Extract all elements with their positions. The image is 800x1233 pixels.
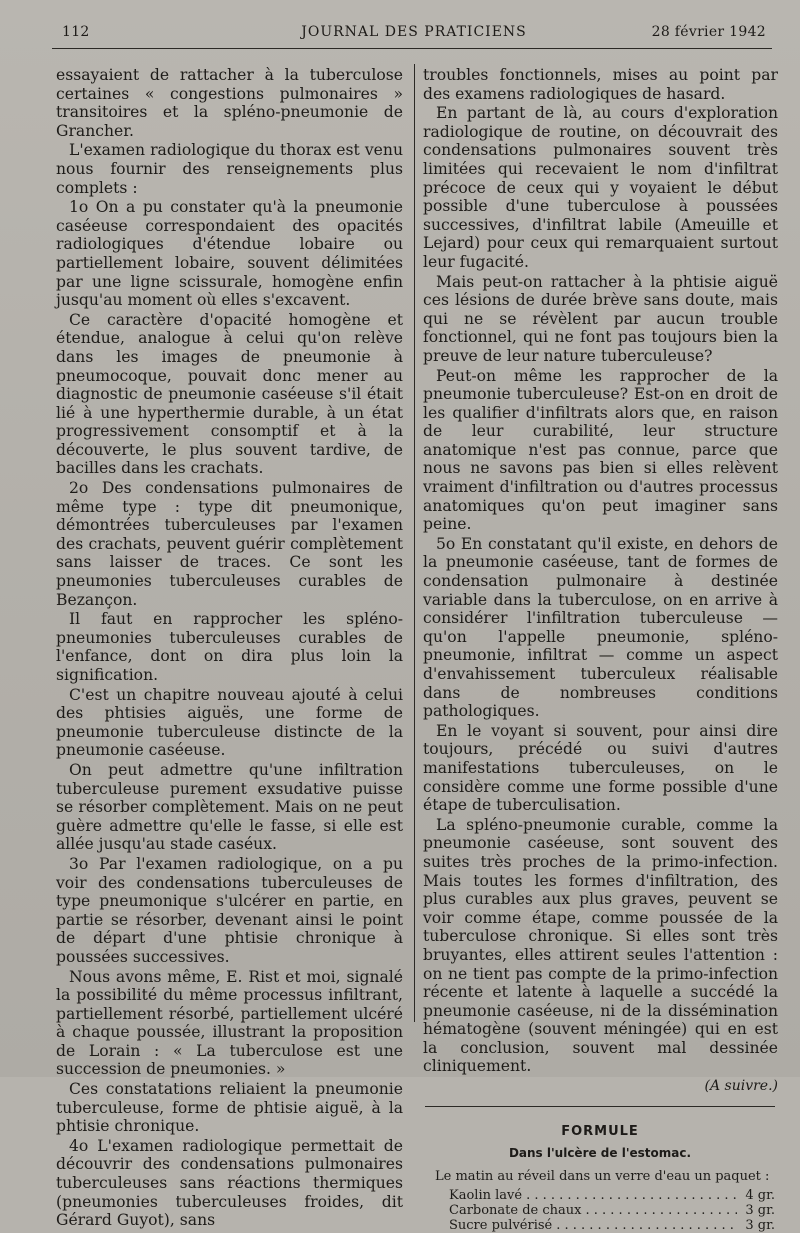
paragraph: Peut-on même les rapprocher de la pneumonie tuberculeuse? Est-on en droit de les qualifier d'infiltrats alors que, en raison de leur curabilité, leur structure anatomique n'est pas connue, parce que nous ne savons pas bien si elles relèvent vraiment d'infiltration ou d'autres processus anatomiques qu'on peut imaginer sans peine. bbox=[423, 366, 778, 534]
paragraph: 5o En constatant qu'il existe, en dehors de la pneumonie caséeuse, tant de formes de condensation pulmonaire à destinée variable dans la tuberculose, on en arrive à considérer l'infiltration tuberculeuse — qu'on l'appelle pneumonie, spléno-pneumonie, infiltrat — comme un aspect d'envahissement tuberculeux réalisable dans de nombreuses conditions pathologiques. bbox=[423, 534, 778, 721]
paragraph: Mais peut-on rattacher à la phtisie aiguë ces lésions de durée brève sans doute, mais qui ne se révèlent par aucun trouble fonctionnel, qui ne font pas toujours bien la preuve de leur nature tuberculeuse? bbox=[423, 272, 778, 365]
paragraph: Ces constatations reliaient la pneumonie tuberculeuse, forme de phtisie aiguë, à la phtisie chronique. bbox=[56, 1080, 403, 1136]
left-column bbox=[56, 66, 403, 1231]
page-number: 112 bbox=[62, 24, 90, 40]
page-header bbox=[62, 24, 766, 44]
paragraph: Ce caractère d'opacité homogène et étendue, analogue à celui qu'on relève dans les images de pneumonie à pneumocoque, pouvait donc mener au diagnostic de pneumonie caséeuse s'il était lié à une hyperthermie durable, à un état progressivement consomptif et à la découverte, le plus souvent tardive, de bacilles dans les crachats. bbox=[56, 310, 403, 478]
leader-dots bbox=[586, 1203, 738, 1218]
issue-date: 28 février 1942 bbox=[651, 24, 766, 40]
paragraph: 2o Des condensations pulmonaires de même type : type dit pneumonique, démontrées tuberculeuses par l'examen des crachats, peuvent guérir complètement sans laisser de traces. Ce sont les pneumonies tuberculeuses curables de Bezançon. bbox=[56, 479, 403, 609]
ingredient-row bbox=[425, 1203, 775, 1218]
ingredient-row bbox=[425, 1218, 775, 1233]
column-divider bbox=[414, 64, 415, 1022]
ingredient-quantity: 4 gr. bbox=[745, 1188, 775, 1204]
paragraph: En partant de là, au cours d'exploration radiologique de routine, on découvrait des condensations pulmonaires souvent très limitées qui recevaient le nom d'infiltrat précoce de ceux qui y voyaient le début possible d'une tuberculose à poussées successives, d'infiltrat labile (Ameuille et Lejard) pour ceux qui remarquaient surtout leur fugacité. bbox=[423, 104, 778, 271]
paragraph: troubles fonctionnels, mises au point par des examens radiologiques de hasard. bbox=[423, 66, 778, 103]
ingredient-quantity: 3 gr. bbox=[745, 1218, 775, 1233]
paragraph: L'examen radiologique du thorax est venu nous fournir des renseignements plus complets : bbox=[56, 141, 403, 197]
leader-dots bbox=[556, 1218, 737, 1233]
paragraph: Il faut en rapprocher les spléno-pneumonies tuberculeuses curables de l'enfance, dont on dira plus loin la signification. bbox=[56, 610, 403, 684]
paragraph: 3o Par l'examen radiologique, on a pu voir des condensations tuberculeuses de type pneumonique s'ulcérer en partie, en partie se résorber, devenant ainsi le point de départ d'une phtisie chronique à poussées successives. bbox=[56, 854, 403, 966]
formula-title: FORMULE bbox=[561, 1123, 639, 1139]
a-suivre-note: (A suivre.) bbox=[704, 1078, 778, 1095]
paragraph: 4o L'examen radiologique permettait de découvrir des condensations pulmonaires tuberculeuses sans réactions thermiques (pneumonies tuberculeuses froides, dit Gérard Guyot), sans bbox=[56, 1136, 403, 1230]
journal-title: JOURNAL DES PRATICIENS bbox=[301, 24, 527, 40]
right-column bbox=[423, 66, 778, 1233]
paragraph: Nous avons même, E. Rist et moi, signalé la possibilité du même processus infiltrant, partiellement résorbé, partiellement ulcéré à chaque poussée, illustrant la proposition de Lorain : « La tuberculose est une succession de pneumonies. » bbox=[56, 967, 403, 1079]
ingredient-name: Sucre pulvérisé bbox=[449, 1218, 553, 1233]
formula-subtitle: Dans l'ulcère de l'estomac. bbox=[508, 1146, 692, 1161]
ingredient-name: Kaolin lavé bbox=[449, 1188, 523, 1204]
formula-intro: Le matin au réveil dans un verre d'eau un paquet : bbox=[435, 1168, 770, 1184]
paragraph: essayaient de rattacher à la tuberculose certaines « congestions pulmonaires » transitoires et la spléno-pneumonie de Grancher. bbox=[56, 66, 403, 140]
paragraph: C'est un chapitre nouveau ajouté à celui des phtisies aiguës, une forme de pneumonie tuberculeuse distincte de la pneumonie caséeuse. bbox=[56, 685, 403, 760]
formula-box bbox=[425, 1106, 775, 1233]
ingredient-name: Carbonate de chaux bbox=[449, 1203, 582, 1219]
header-rule bbox=[52, 48, 772, 49]
ingredient-row bbox=[425, 1188, 775, 1203]
ingredient-quantity: 3 gr. bbox=[745, 1203, 775, 1219]
paragraph: On peut admettre qu'une infiltration tuberculeuse purement exsudative puisse se résorber complètement. Mais on ne peut guère admettre qu'elle le fasse, si elle est allée jusqu'au stade caséux. bbox=[56, 760, 403, 854]
paragraph: 1o On a pu constater qu'à la pneumonie caséeuse correspondaient des opacités radiologiques d'étendue lobaire ou partiellement lobaire, souvent délimitées par une ligne scissurale, homogène enfin jusqu'au moment où elles s'excavent. bbox=[56, 198, 403, 310]
paragraph: En le voyant si souvent, pour ainsi dire toujours, précédé ou suivi d'autres manifestations tuberculeuses, on le considère comme une forme possible d'une étape de tuberculisation. bbox=[423, 721, 778, 815]
leader-dots bbox=[526, 1188, 737, 1203]
paragraph: La spléno-pneumonie curable, comme la pneumonie caséeuse, sont souvent des suites très proches de la primo-infection. Mais toutes les formes d'infiltration, des plus curables aux plus graves, peuvent se voir comme étape, comme poussée de la tuberculose chronique. Si elles sont très bruyantes, elles attirent seules l'attention : on ne tient pas compte de la primo-infection récente et latente à laquelle a succédé la pneumonie caséeuse, ni de la dissémination hématogène (souvent méningée) qui en est la conclusion, souvent mal dessinée cliniquement. bbox=[423, 815, 778, 1076]
